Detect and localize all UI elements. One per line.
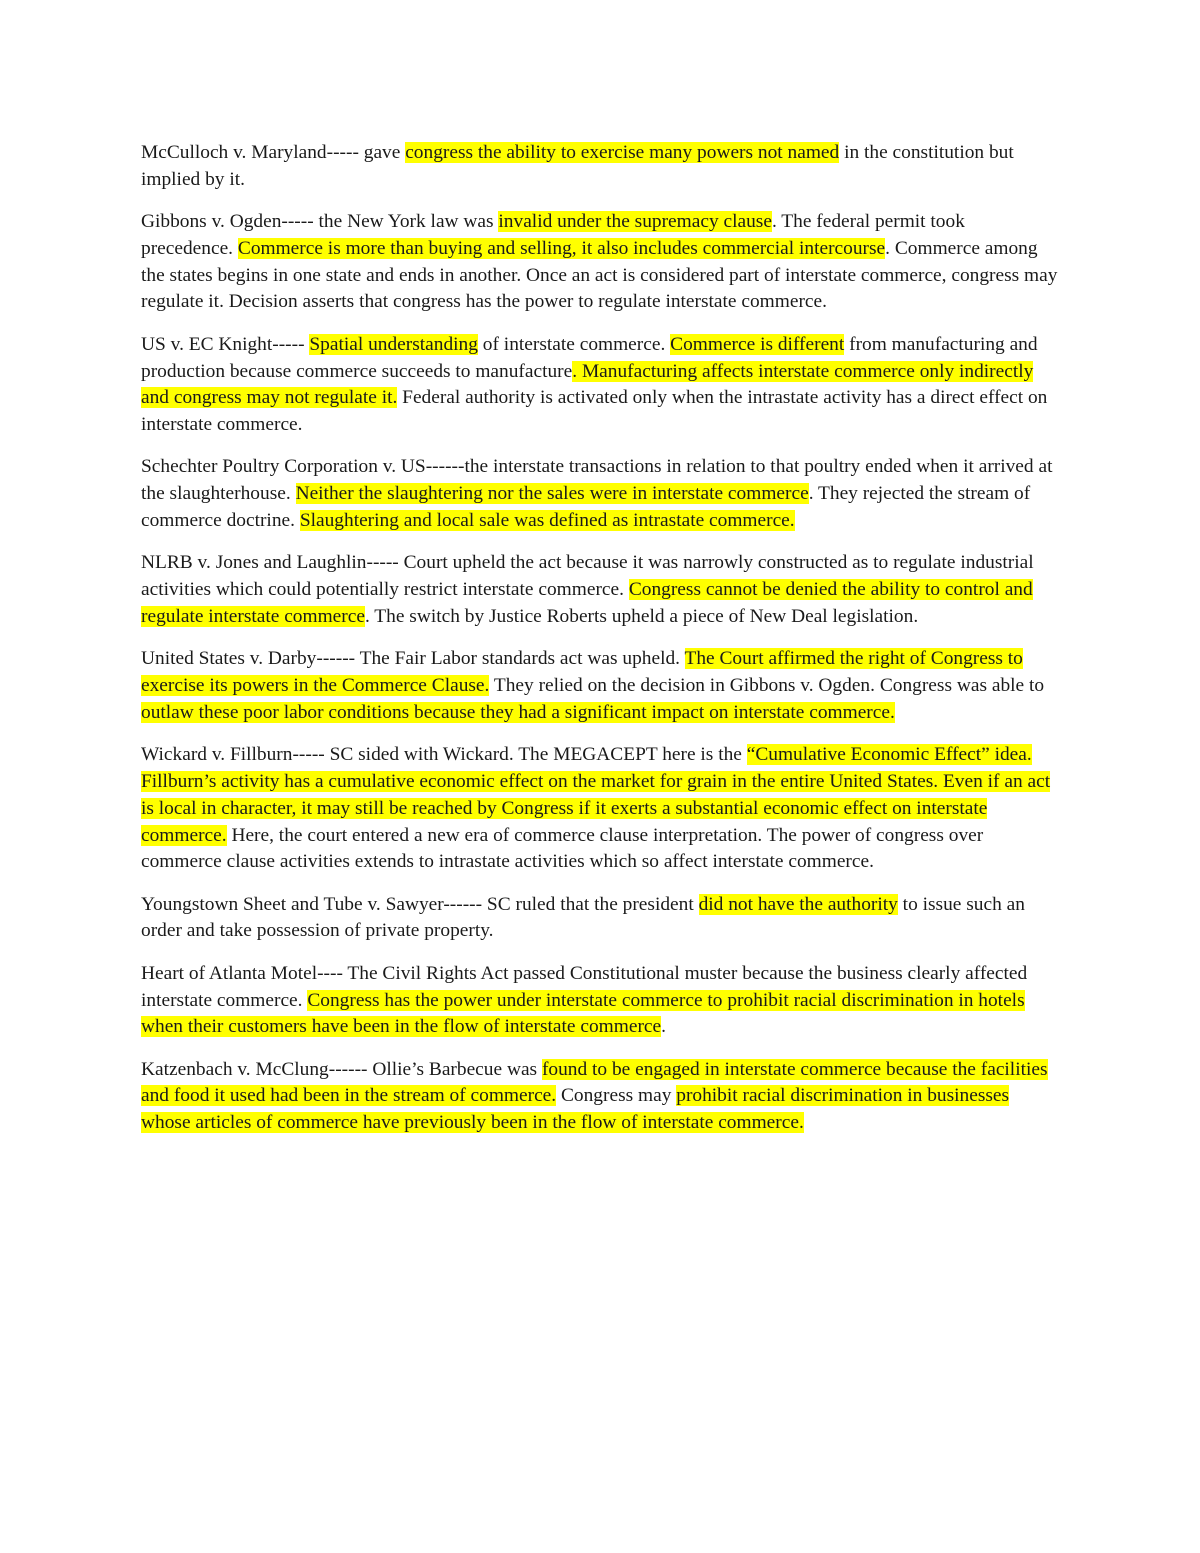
- body-text: . The federal permit took precedence.: [141, 211, 965, 259]
- body-text: of interstate commerce.: [477, 333, 671, 355]
- body-text: in the constitution but implied by it.: [141, 142, 1014, 190]
- highlighted-text: Spatial understanding: [309, 333, 478, 355]
- case-paragraph: [141, 961, 1061, 1041]
- highlighted-text: Congress cannot be denied the ability to control and regulate interstate commerce: [141, 579, 1033, 627]
- case-paragraph: [141, 454, 1061, 534]
- highlighted-text: found to be engaged in interstate commerce because the facilities and food it used had been in the stream of commerce.: [141, 1058, 1048, 1107]
- body-text: US v. EC Knight-----: [141, 333, 310, 355]
- case-paragraph: [141, 550, 1061, 630]
- body-text: . Commerce among the states begins in one state and ends in another. Once an act is considered part of interstate commerce, congress may regulate it. Decision asserts that congress has the power to regulate interstate commerce.: [141, 237, 1058, 313]
- highlighted-text: outlaw these poor labor conditions because they had a significant impact on interstate commerce.: [141, 701, 895, 723]
- highlighted-text: prohibit racial discrimination in businesses whose articles of commerce have previously been in the flow of interstate commerce.: [141, 1085, 1010, 1134]
- case-paragraph: [141, 646, 1061, 726]
- case-paragraph: [141, 140, 1061, 194]
- highlighted-text: “Cumulative Economic Effect” idea. Fillburn’s activity has a cumulative economic effect on the market for grain in the entire United States. Even if an act is local in character, it may still be reached by Congress if it exerts a substantial economic effect on interstate commerce.: [141, 744, 1051, 846]
- highlighted-text: The Court affirmed the right of Congress to exercise its powers in the Commerce Clause.: [141, 648, 1023, 697]
- highlighted-text: Commerce is more than buying and selling, it also includes commercial intercourse: [237, 237, 886, 259]
- body-text: Wickard v. Fillburn----- SC sided with Wickard. The MEGACEPT here is the: [141, 744, 747, 766]
- case-paragraph: [141, 742, 1061, 876]
- body-text: They relied on the decision in Gibbons v. Ogden. Congress was able to: [489, 675, 1045, 697]
- body-text: Schechter Poultry Corporation v. US------the interstate transactions in relation to that poultry ended when it arrived at the slaughterhouse.: [141, 456, 1053, 505]
- highlighted-text: invalid under the supremacy clause: [498, 211, 772, 233]
- body-text: .: [661, 1016, 666, 1038]
- case-paragraph: [141, 332, 1061, 439]
- body-text: Youngstown Sheet and Tube v. Sawyer------ SC ruled that the president: [141, 893, 699, 915]
- highlighted-text: Slaughtering and local sale was defined as intrastate commerce.: [299, 510, 795, 532]
- document-body: [141, 140, 1061, 1153]
- highlighted-text: congress the ability to exercise many powers not named: [405, 142, 840, 163]
- body-text: Congress may: [556, 1085, 677, 1107]
- body-text: from manufacturing and production because commerce succeeds to manufacture: [141, 333, 1038, 382]
- body-text: Heart of Atlanta Motel---- The Civil Rights Act passed Constitutional muster because the business clearly affected interstate commerce.: [141, 962, 1028, 1011]
- body-text: . The switch by Justice Roberts upheld a piece of New Deal legislation.: [364, 605, 919, 627]
- highlighted-text: . Manufacturing affects interstate commerce only indirectly and congress may not regulate it.: [141, 360, 1034, 409]
- body-text: Federal authority is activated only when the intrastate activity has a direct effect on interstate commerce.: [141, 387, 1048, 436]
- body-text: Gibbons v. Ogden----- the New York law was: [141, 211, 499, 233]
- body-text: United States v. Darby------ The Fair Labor standards act was upheld.: [141, 648, 685, 670]
- case-paragraph: [141, 209, 1061, 316]
- body-text: McCulloch v. Maryland----- gave: [141, 142, 406, 163]
- body-text: Katzenbach v. McClung------ Ollie’s Barbecue was: [141, 1058, 542, 1080]
- highlighted-text: Commerce is different: [670, 333, 845, 355]
- body-text: NLRB v. Jones and Laughlin----- Court upheld the act because it was narrowly constructed as to regulate industrial activities which could potentially restrict interstate commerce.: [141, 552, 1034, 601]
- body-text: to issue such an order and take possession of private property.: [141, 893, 1025, 942]
- highlighted-text: did not have the authority: [698, 893, 898, 915]
- highlighted-text: Neither the slaughtering nor the sales were in interstate commerce: [295, 483, 809, 505]
- highlighted-text: Congress has the power under interstate commerce to prohibit racial discrimination in hotels when their customers have been in the flow of interstate commerce: [141, 989, 1025, 1038]
- case-paragraph: [141, 1057, 1061, 1137]
- body-text: Here, the court entered a new era of commerce clause interpretation. The power of congress over commerce clause activities extends to intrastate activities which so affect interstate commerce.: [141, 824, 984, 873]
- body-text: . They rejected the stream of commerce doctrine.: [141, 483, 1031, 532]
- case-paragraph: [141, 892, 1061, 946]
